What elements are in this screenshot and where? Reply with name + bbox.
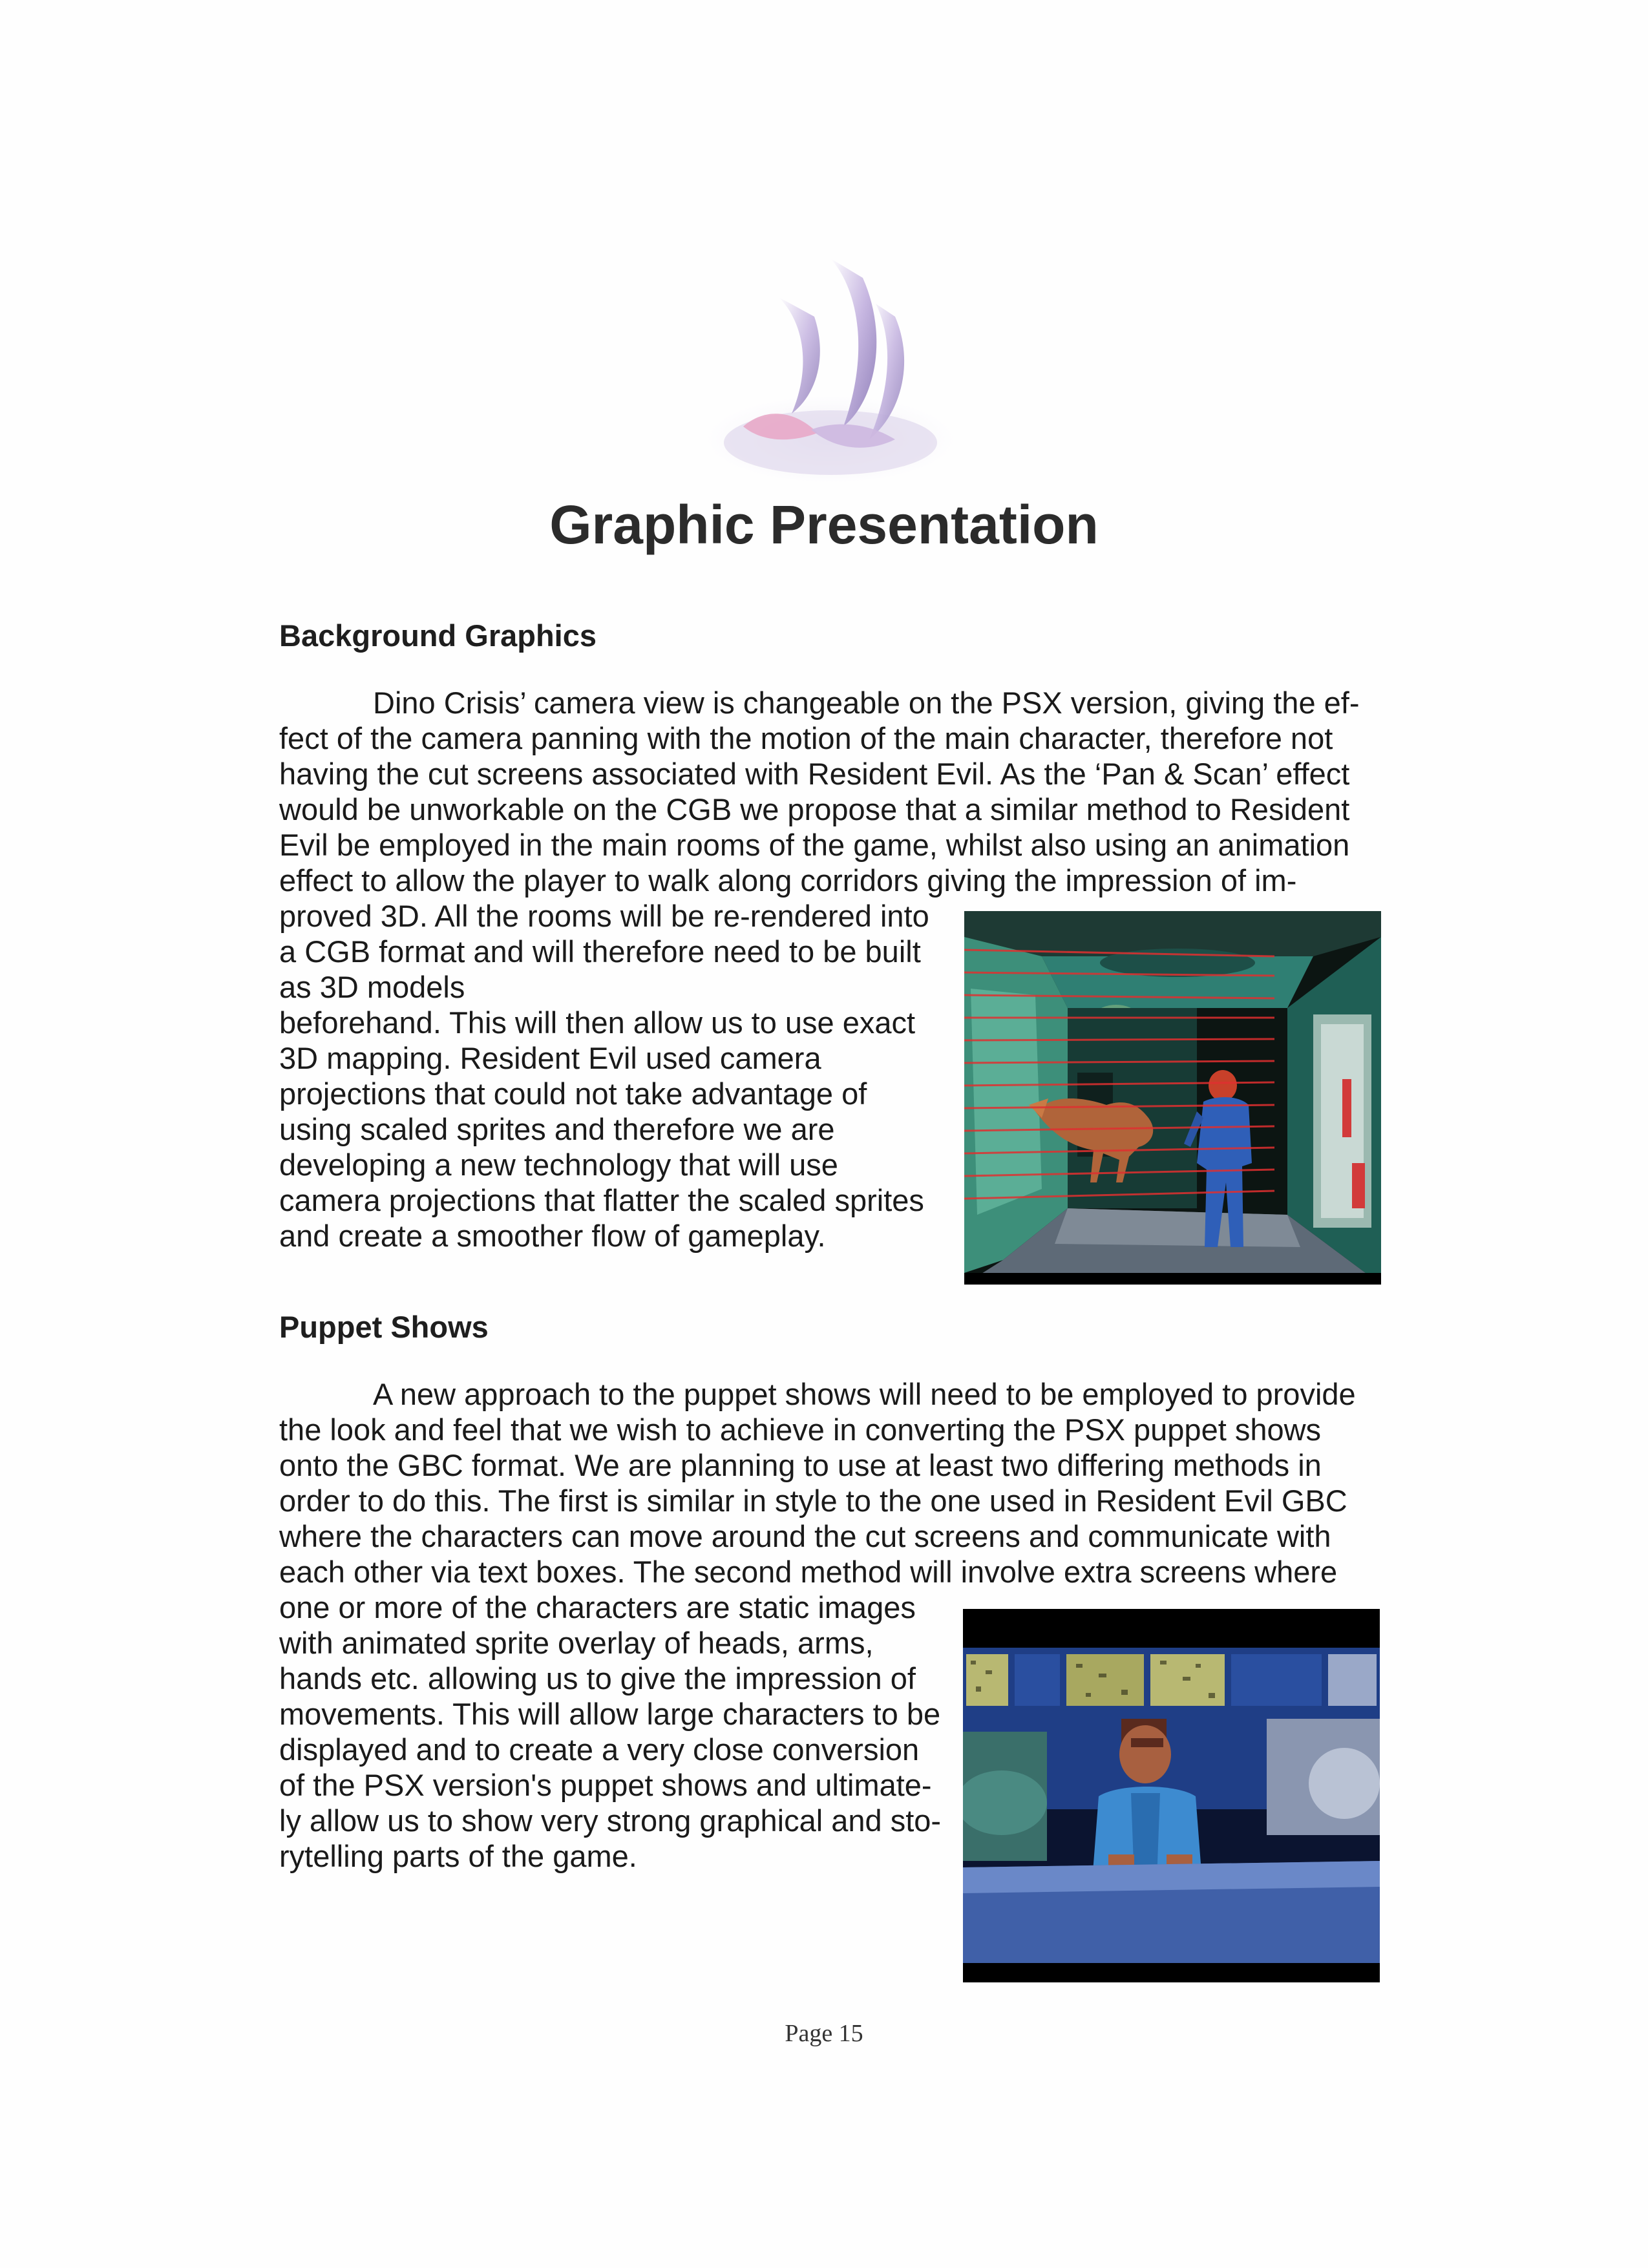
text-line: one or more of the characters are static images [279,1590,916,1624]
text-line: onto the GBC format. We are planning to use at least two differing methods in [279,1448,1322,1482]
text-line: rytelling parts of the game. [279,1839,637,1873]
page-number: Page 15 [785,2020,863,2047]
text-line: developing a new technology that will use [279,1148,838,1182]
text-line: camera projections that flatter the scaled sprites [279,1183,924,1217]
text-line: of the PSX version's puppet shows and ultimate- [279,1768,932,1802]
text-line: having the cut screens associated with Resident Evil. As the ‘Pan & Scan’ effect [279,757,1350,791]
text-line: using scaled sprites and therefore we are [279,1112,835,1146]
dinosaur-claw-icon [682,246,979,491]
text-line: displayed and to create a very close conversion [279,1732,920,1767]
page-title: Graphic Presentation [549,494,1099,555]
text-line: a CGB format and will therefore need to be built [279,934,921,969]
text-line: hands etc. allowing us to give the impression of [279,1661,916,1696]
text-line: would be unworkable on the CGB we propose that a similar method to Resident [279,792,1350,826]
text-line: order to do this. The first is similar in style to the one used in Resident Evil GBC [279,1484,1347,1518]
text-line: with animated sprite overlay of heads, arms, [279,1626,874,1660]
text-line: effect to allow the player to walk along corridors giving the impression of im- [279,863,1297,898]
text-line: as 3D models [279,970,465,1004]
puppet-show-screenshot-image [963,1609,1380,1982]
text-line: beforehand. This will then allow us to use exact [279,1005,916,1040]
text-line: 3D mapping. Resident Evil used camera [279,1041,821,1075]
corridor-screenshot-image [964,911,1381,1285]
section-heading-puppet-shows: Puppet Shows [279,1310,489,1344]
text-line: ly allow us to show very strong graphical and sto- [279,1803,942,1838]
text-line: each other via text boxes. The second method will involve extra screens where [279,1555,1338,1589]
text-line: projections that could not take advantage of [279,1076,867,1111]
text-line: fect of the camera panning with the motion of the main character, therefore not [279,721,1333,755]
text-line: proved 3D. All the rooms will be re-rendered into [279,899,929,933]
text-line: A new approach to the puppet shows will need to be employed to provide [373,1377,1356,1411]
text-line: where the characters can move around the cut screens and communicate with [279,1519,1331,1553]
text-line: movements. This will allow large characters to be [279,1697,941,1731]
text-line: Evil be employed in the main rooms of the game, whilst also using an animation [279,828,1350,862]
text-line: and create a smoother flow of gameplay. [279,1219,826,1253]
text-line: the look and feel that we wish to achieve in converting the PSX puppet shows [279,1412,1322,1447]
text-line: Dino Crisis’ camera view is changeable on the PSX version, giving the ef- [373,686,1360,720]
section-heading-background-graphics: Background Graphics [279,618,597,653]
